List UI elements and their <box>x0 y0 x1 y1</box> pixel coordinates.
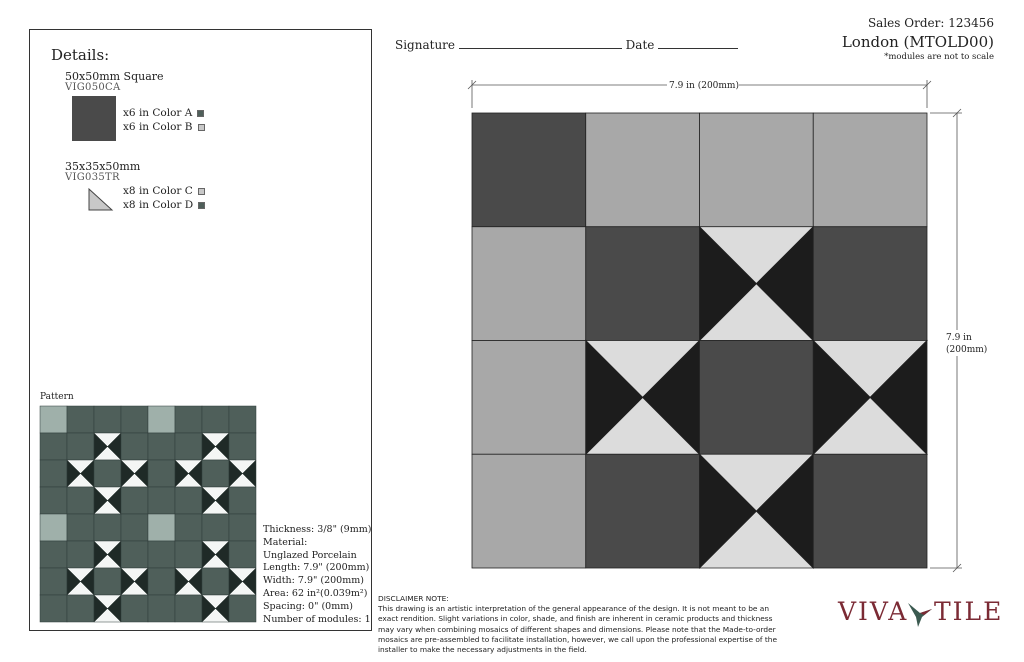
details-title: Details: <box>51 46 110 64</box>
spec-width: Width: 7.9" (200mm) <box>263 575 364 587</box>
dark-square-tile <box>67 433 94 460</box>
square-product-code: VIG050CA <box>65 82 121 93</box>
light-square-tile <box>40 433 67 460</box>
dark-square-tile <box>229 487 256 514</box>
dark-square-tile <box>229 541 256 568</box>
light-square-tile <box>148 460 175 487</box>
dark-square-tile <box>229 595 256 622</box>
disclaimer-title: DISCLAIMER NOTE: <box>378 594 449 603</box>
dark-square-tile <box>586 227 700 341</box>
square-product-name: 50x50mm Square <box>65 70 164 83</box>
light-square-tile <box>40 568 67 595</box>
light-square-tile <box>472 341 586 455</box>
square-swatch <box>72 96 116 141</box>
order-header <box>842 16 994 62</box>
color-d-chip <box>198 202 205 209</box>
light-square-tile <box>148 595 175 622</box>
light-square-tile <box>40 595 67 622</box>
dark-square-tile <box>121 595 148 622</box>
date-field[interactable] <box>658 39 738 49</box>
dark-square-tile <box>175 541 202 568</box>
color-d-line <box>123 199 205 211</box>
pattern-label: Pattern <box>40 392 74 402</box>
light-square-tile <box>40 487 67 514</box>
color-b-chip <box>198 124 205 131</box>
spec-material-value: Unglazed Porcelain <box>263 549 357 561</box>
color-a-chip <box>197 110 204 117</box>
dark-square-tile <box>586 454 700 568</box>
disclaimer-body: This drawing is an artistic interpretation of the general appearance of the design. It is not meant to be an exact rendition. Slight variations in color, shade, and finish are inherent in ceramic products and thickness may vary when combining mosaics of different shapes and dimensions. Please note that the Made-to-order mosaics are pre-assembled to facilitate installation, however, we call upon the professional expertise of the installer to make the necessary adjustments in the field. <box>378 604 778 655</box>
light-square-tile <box>40 460 67 487</box>
dark-square-tile <box>202 460 229 487</box>
logo-text-right: TILE <box>934 597 1004 626</box>
color-d-label: x8 in Color D <box>123 199 194 211</box>
spec-thickness: Thickness: 3/8" (9mm) <box>263 524 372 535</box>
dark-square-tile <box>472 113 586 227</box>
spec-spacing: Spacing: 0" (0mm) <box>263 600 353 612</box>
details-panel <box>29 29 372 631</box>
light-square-tile <box>94 514 121 541</box>
dark-square-tile <box>148 514 175 541</box>
disclaimer <box>378 594 788 655</box>
dark-square-tile <box>813 227 927 341</box>
dark-square-tile <box>94 568 121 595</box>
dark-square-tile <box>202 568 229 595</box>
color-c-chip <box>198 188 205 195</box>
color-b-label: x6 in Color B <box>123 121 193 133</box>
light-square-tile <box>40 541 67 568</box>
module-drawing <box>462 78 988 578</box>
signature-row <box>395 38 738 52</box>
dark-square-tile <box>175 595 202 622</box>
logo-text-left: VIVA <box>838 597 909 626</box>
dark-square-tile <box>229 433 256 460</box>
light-square-tile <box>813 113 927 227</box>
light-square-tile <box>175 406 202 433</box>
color-c-label: x8 in Color C <box>123 185 193 197</box>
module-tiles <box>472 113 927 568</box>
dark-square-tile <box>67 595 94 622</box>
hummingbird-icon <box>906 599 934 629</box>
width-dim-label: 7.9 in (200mm) <box>669 81 739 91</box>
height-dim-label-2: (200mm) <box>946 345 988 355</box>
dark-square-tile <box>175 433 202 460</box>
color-b-line <box>123 121 205 133</box>
scale-note: *modules are not to scale <box>884 52 994 62</box>
dark-square-tile <box>40 514 67 541</box>
dark-square-tile <box>67 541 94 568</box>
dark-square-tile <box>40 406 67 433</box>
dark-square-tile <box>700 341 814 455</box>
light-square-tile <box>148 541 175 568</box>
light-square-tile <box>148 487 175 514</box>
light-square-tile <box>700 113 814 227</box>
signature-label: Signature <box>395 38 456 52</box>
light-square-tile <box>229 514 256 541</box>
product-title: London (MTOLD00) <box>841 33 994 51</box>
light-square-tile <box>148 568 175 595</box>
dark-square-tile <box>148 406 175 433</box>
sales-order: Sales Order: 123456 <box>867 16 994 30</box>
light-square-tile <box>202 514 229 541</box>
dark-square-tile <box>121 541 148 568</box>
dark-square-tile <box>94 460 121 487</box>
light-square-tile <box>121 514 148 541</box>
light-square-tile <box>94 406 121 433</box>
light-square-tile <box>175 514 202 541</box>
spec-length: Length: 7.9" (200mm) <box>263 562 370 574</box>
spec-block <box>263 524 371 626</box>
light-square-tile <box>67 514 94 541</box>
color-a-line <box>123 107 204 119</box>
spec-area: Area: 62 in²(0.039m²) <box>263 587 368 599</box>
light-square-tile <box>472 454 586 568</box>
color-a-label: x6 in Color A <box>123 107 193 119</box>
spec-material: Material: <box>263 536 308 548</box>
light-square-tile <box>586 113 700 227</box>
vivatile-logo <box>838 597 1004 633</box>
light-square-tile <box>148 433 175 460</box>
triangle-product-name: 35x35x50mm <box>65 160 141 173</box>
dark-square-tile <box>121 433 148 460</box>
date-label: Date <box>625 38 655 52</box>
light-square-tile <box>67 406 94 433</box>
height-dim-label-1: 7.9 in <box>946 333 972 343</box>
pattern-preview <box>40 406 256 622</box>
light-square-tile <box>229 406 256 433</box>
triangle-swatch-icon <box>88 188 114 212</box>
spec-modules: Number of modules: 1 <box>263 613 371 625</box>
dark-square-tile <box>175 487 202 514</box>
light-square-tile <box>472 227 586 341</box>
signature-field[interactable] <box>459 39 622 49</box>
triangle-product-code: VIG035TR <box>65 172 120 183</box>
color-c-line <box>123 185 205 197</box>
dark-square-tile <box>67 487 94 514</box>
dark-square-tile <box>813 454 927 568</box>
light-square-tile <box>121 406 148 433</box>
light-square-tile <box>202 406 229 433</box>
dark-square-tile <box>121 487 148 514</box>
